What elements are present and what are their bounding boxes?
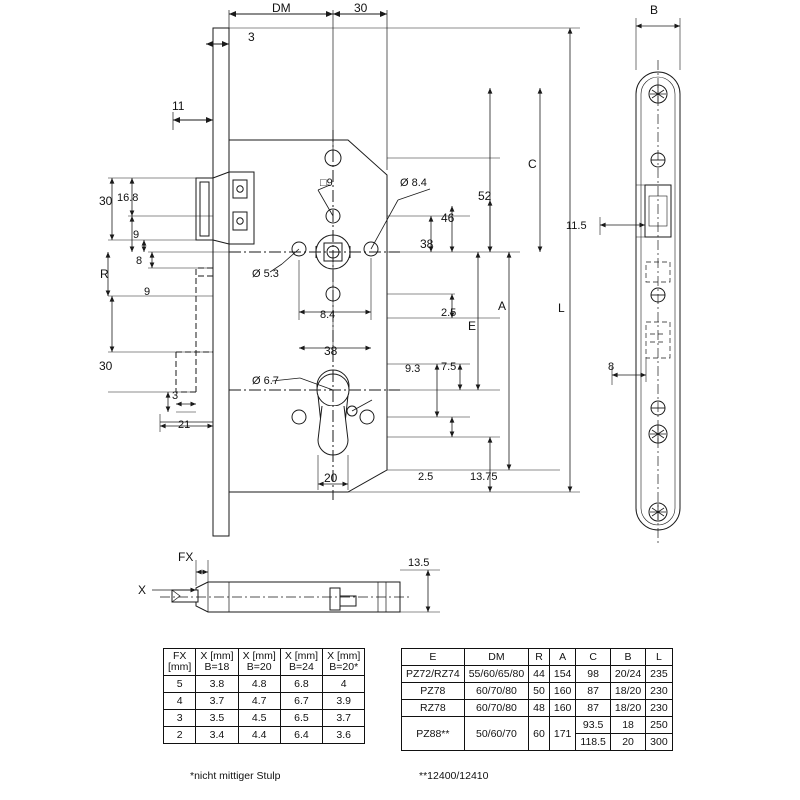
screw-hole-right — [360, 410, 374, 424]
fx-cell: 4 — [323, 676, 365, 693]
fx-cell: 6.5 — [280, 710, 322, 727]
fx-header-top: X [mm] — [284, 650, 319, 662]
fx-cell: 4.8 — [238, 676, 280, 693]
bottom-section-view — [160, 582, 410, 612]
fx-header-cell — [323, 649, 365, 676]
fx-header-bottom: B=20 — [246, 661, 272, 674]
label-75: 7.5 — [441, 361, 457, 373]
label-38-b: 38 — [420, 237, 434, 251]
label-1375: 13.75 — [470, 471, 498, 483]
label-46: 46 — [441, 211, 455, 225]
e-cell: 60/70/80 — [464, 683, 528, 700]
fx-cell: 3.5 — [196, 710, 238, 727]
label-30-l1: 30 — [99, 194, 113, 208]
label-c: C — [528, 157, 537, 171]
dead-bolt-dashed — [176, 268, 213, 392]
e-cell: RZ78 — [402, 700, 465, 717]
fx-header-bottom: [mm] — [168, 661, 192, 674]
fx-cell: 6.7 — [280, 693, 322, 710]
label-30-l2: 30 — [99, 359, 113, 373]
label-3-left: 3 — [172, 390, 179, 402]
fx-cell: 4.7 — [238, 693, 280, 710]
e-cell: 18 — [610, 717, 645, 734]
e-cell: 18/20 — [610, 683, 645, 700]
fx-cell: 4.4 — [238, 727, 280, 744]
fx-cell: 2 — [164, 727, 196, 744]
e-cell: 50 — [529, 683, 550, 700]
e-cell: 55/60/65/80 — [464, 666, 528, 683]
e-cell: 98 — [576, 666, 611, 683]
e-cell: 48 — [529, 700, 550, 717]
fx-cell: 3.6 — [323, 727, 365, 744]
e-cell: 300 — [646, 734, 673, 751]
fx-cell: 3 — [164, 710, 196, 727]
label-20: 20 — [324, 471, 338, 485]
label-l: L — [558, 301, 565, 315]
label-11: 11 — [172, 99, 185, 113]
label-a: A — [498, 299, 507, 313]
e-header-cell: L — [646, 649, 673, 666]
label-25-low: 2.5 — [418, 471, 434, 483]
label-dm: DM — [272, 1, 291, 15]
e-cell: PZ72/RZ74 — [402, 666, 465, 683]
fx-header-top: X [mm] — [242, 650, 276, 662]
fx-cell: 3.7 — [323, 710, 365, 727]
e-cell: PZ78 — [402, 683, 465, 700]
e-cell: 87 — [576, 700, 611, 717]
fx-header-bottom: B=18 — [204, 661, 230, 674]
label-25-up: 2.5 — [441, 307, 457, 319]
table-row — [164, 727, 365, 744]
e-cell: 230 — [646, 700, 673, 717]
fx-cell: 5 — [164, 676, 196, 693]
table-row — [402, 717, 673, 734]
e-cell: 50/60/70 — [464, 717, 528, 751]
e-cell: 60 — [529, 717, 550, 751]
label-168: 16.8 — [117, 192, 139, 204]
fx-table-header-row — [164, 649, 365, 676]
label-30-top: 30 — [354, 1, 368, 15]
e-cell: 250 — [646, 717, 673, 734]
e-cell: 118.5 — [576, 734, 611, 751]
fx-cell: 3.7 — [196, 693, 238, 710]
label-r: R — [100, 267, 109, 281]
label-9b: 9 — [144, 286, 151, 298]
e-cell: 171 — [549, 717, 576, 751]
label-fx: FX — [178, 550, 194, 564]
label-52: 52 — [478, 189, 492, 203]
fx-header-top: X [mm] — [200, 650, 234, 662]
e-header-cell: C — [576, 649, 611, 666]
fx-cell: 6.4 — [280, 727, 322, 744]
fx-cell: 6.8 — [280, 676, 322, 693]
fx-cell: 4 — [164, 693, 196, 710]
label-115: 11.5 — [566, 220, 587, 232]
label-square-9: □9 — [320, 177, 333, 189]
fx-cell: 3.9 — [323, 693, 365, 710]
table-row — [402, 683, 673, 700]
fx-cell: 3.4 — [196, 727, 238, 744]
e-cell: 160 — [549, 683, 576, 700]
table-row — [164, 693, 365, 710]
label-8-right: 8 — [608, 361, 615, 373]
label-8: 8 — [136, 255, 143, 267]
label-x: X — [138, 583, 147, 597]
e-cell: 18/20 — [610, 700, 645, 717]
fx-cell: 4.5 — [238, 710, 280, 727]
fx-table-footnote: *nicht mittiger Stulp — [190, 770, 281, 782]
fx-header-cell — [238, 649, 280, 676]
e-cell: PZ88** — [402, 717, 465, 751]
table-row — [164, 710, 365, 727]
table-row — [402, 666, 673, 683]
e-cell: 44 — [529, 666, 550, 683]
e-cell: 60/70/80 — [464, 700, 528, 717]
label-b: B — [650, 3, 659, 17]
fx-cell: 3.8 — [196, 676, 238, 693]
label-21: 21 — [178, 419, 191, 431]
e-cell: 20 — [610, 734, 645, 751]
e-cell: 235 — [646, 666, 673, 683]
e-cell: 154 — [549, 666, 576, 683]
label-9a: 9 — [133, 229, 140, 241]
faceplate — [213, 28, 229, 536]
fx-header-cell — [196, 649, 238, 676]
label-dia-67: Ø 6.7 — [252, 375, 279, 387]
e-cell: 160 — [549, 700, 576, 717]
e-cell: 93.5 — [576, 717, 611, 734]
fx-header-cell — [280, 649, 322, 676]
fx-header-top: FX — [172, 650, 187, 662]
table-row — [164, 676, 365, 693]
label-dia-53: Ø 5.3 — [252, 268, 279, 280]
label-93: 9.3 — [405, 363, 421, 375]
e-table-footnote: **12400/12410 — [419, 770, 489, 782]
e-header-cell: B — [610, 649, 645, 666]
label-dia-84: Ø 8.4 — [400, 177, 427, 189]
e-table — [401, 648, 673, 751]
e-header-cell: A — [549, 649, 576, 666]
e-header-cell: R — [529, 649, 550, 666]
e-cell: 20/24 — [610, 666, 645, 683]
fx-header-bottom: B=24 — [289, 661, 314, 674]
label-e: E — [468, 319, 477, 333]
label-38-a: 38 — [324, 344, 338, 358]
label-135: 13.5 — [408, 557, 430, 569]
faceplate-front-view — [636, 60, 680, 544]
label-84: 8.4 — [320, 309, 336, 321]
screw-hole-left — [292, 410, 306, 424]
fx-header-cell — [164, 649, 196, 676]
e-table-header-row — [402, 649, 673, 666]
label-3-top: 3 — [248, 30, 255, 44]
e-cell: 87 — [576, 683, 611, 700]
e-cell: 230 — [646, 683, 673, 700]
fx-header-top: X [mm] — [327, 650, 361, 662]
e-header-cell: DM — [464, 649, 528, 666]
table-row — [402, 700, 673, 717]
fx-table — [163, 648, 365, 744]
fx-header-bottom: B=20* — [329, 661, 359, 674]
e-header-cell: E — [402, 649, 465, 666]
